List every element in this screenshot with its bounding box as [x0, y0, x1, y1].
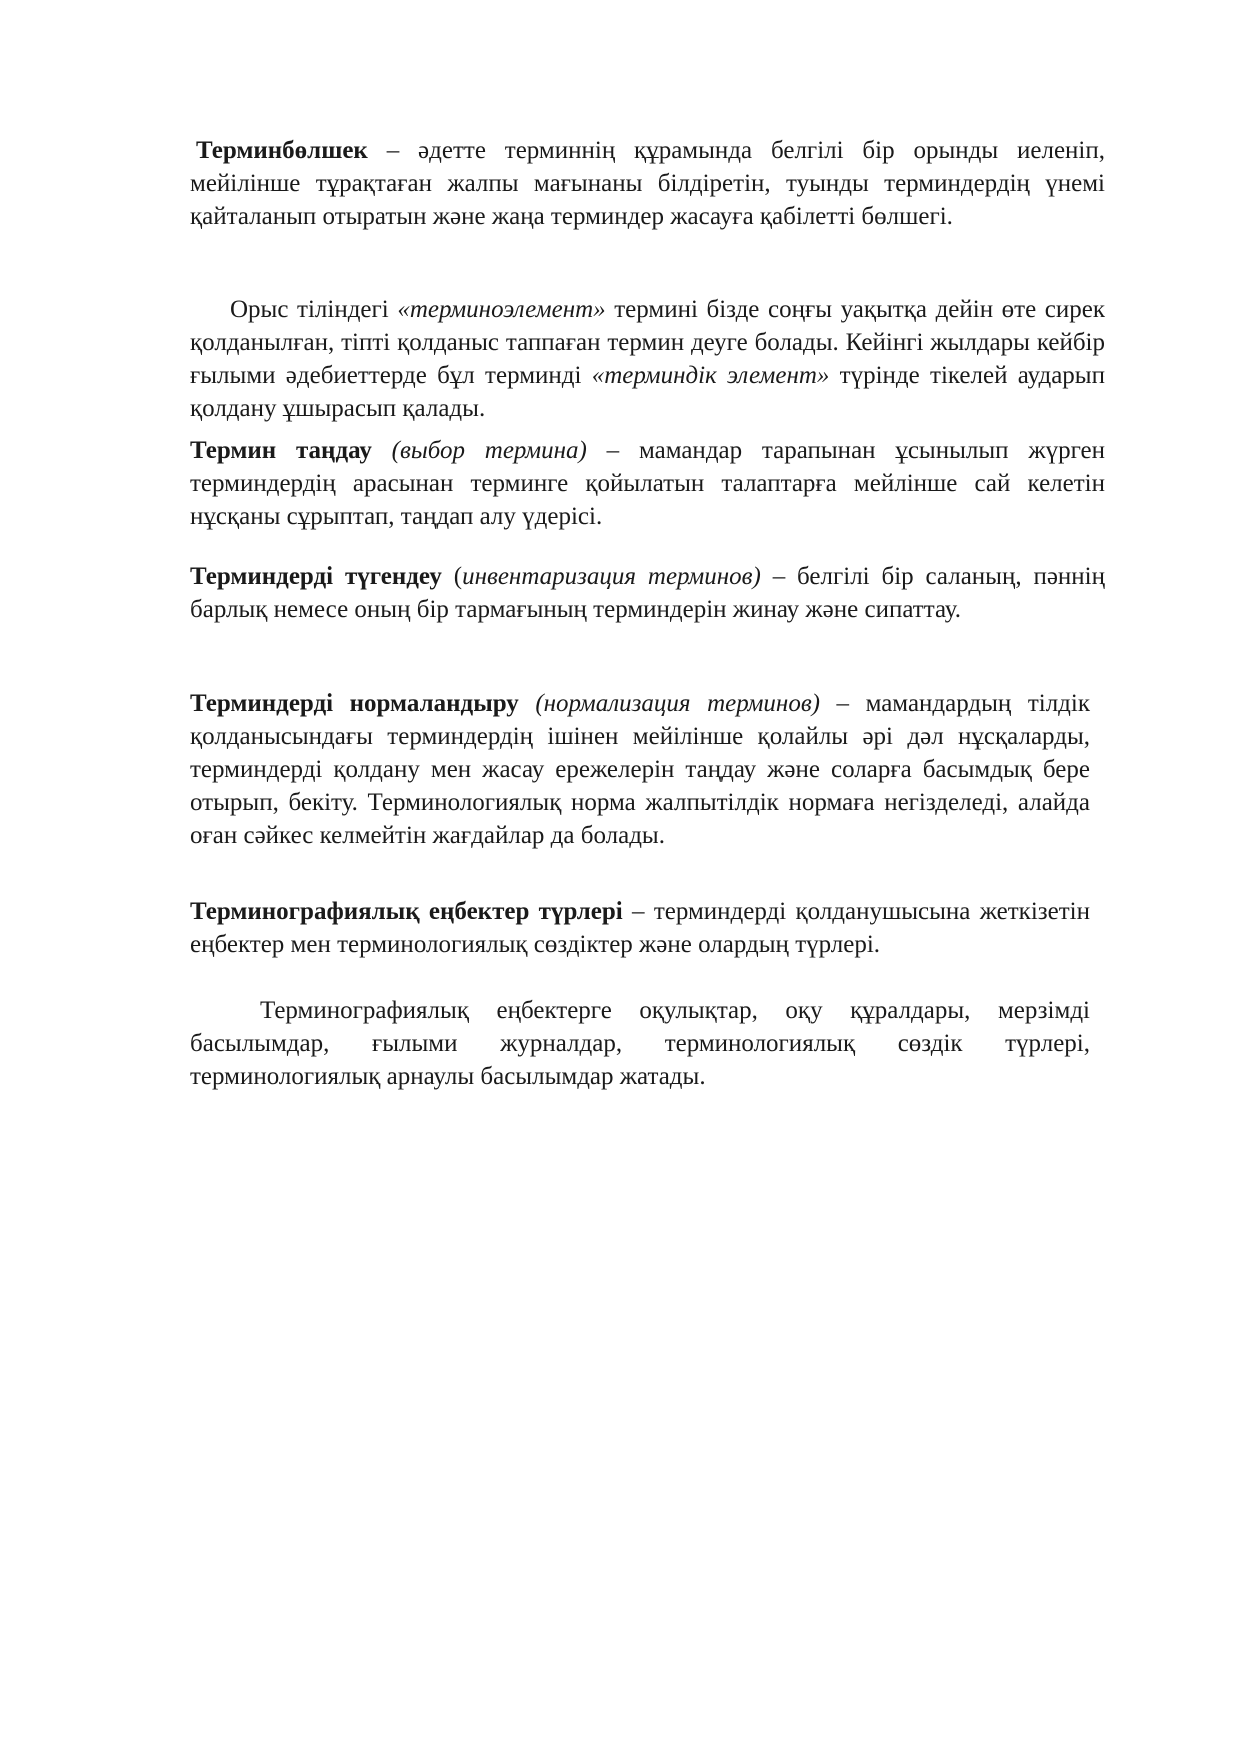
paragraph-terminografiyalyk-enbekter — [190, 994, 1090, 1093]
term-termin-tandau: Термин таңдау — [190, 437, 372, 464]
paragraph-text: термині бізде соңғы уақытқа дейін өте сирек қолданылған, тіпті қолданыс таппаған термин деуге болады. Кейінгі жылдары кейбір ғылыми әдебиеттерде бұл терминді — [190, 296, 1105, 389]
paragraph-text: Терминографиялық еңбектерге оқулықтар, оқу құралдары, мерзімді басылымдар, ғылыми журналдар, терминологиялық сөздік түрлері, терминологиялық арнаулы басылымдар жатады. — [190, 997, 1090, 1090]
term-terminderdi-tugendeu: Терминдерді түгендеу — [190, 563, 442, 590]
paragraph-terminografiyalyk-turleri — [190, 895, 1090, 961]
term-terminderdi-normalandyru: Терминдерді нормаландыру — [190, 690, 519, 717]
definition-text: – мамандардың тілдік қолданысындағы терминдердің ішінен мейілінше қолайлы әрі дәл нұсқаларды, терминдерді қолдану мен жасау ережелерін таңдау және соларға басымдық бере отырып, бекіту. Терминологиялық норма жалпытілдік нормаға негізделеді, алайда оған сәйкес келмейтін жағдайлар да болады. — [190, 690, 1090, 849]
paragraph-terminoelement — [190, 293, 1105, 425]
paragraph-terminbolshek — [190, 134, 1105, 233]
definition-text: – белгілі бір саланың, пәннің барлық немесе оның бір тармағының терминдерін жинау және сипаттау. — [190, 563, 1106, 623]
paragraph-terminderdi-normalandyru — [190, 687, 1090, 852]
definition-text: – әдетте терминнің құрамында белгілі бір орынды иеленіп, мейілінше тұрақтаған жалпы мағынаны білдіретін, туынды терминдердің үнемі қайталанып отыратын және жаңа терминдер жасауға қабілетті бөлшегі. — [190, 137, 1105, 230]
italic-term: (выбор термина) — [391, 437, 587, 464]
italic-term: (нормализация терминов) — [535, 690, 821, 717]
term-terminografiyalyk-turleri: Терминографиялық еңбектер түрлері — [190, 898, 623, 925]
paragraph-text: Орыс тіліндегі — [230, 296, 398, 323]
paragraph-termin-tandau — [190, 434, 1105, 533]
italic-term: «терминдік элемент» — [591, 362, 830, 389]
paragraph-text: түрінде тікелей аударып қолдану ұшырасып қалады. — [190, 362, 1105, 422]
definition-text: – терминдерді қолданушысына жеткізетін еңбектер мен терминологиялық сөздіктер және олардың түрлері. — [190, 898, 1090, 958]
paragraph-text: ( — [441, 563, 463, 590]
definition-text: – мамандар тарапынан ұсынылып жүрген терминдердің арасынан терминге қойылатын талаптарға мейлінше сай келетін нұсқаны сұрыптап, таңдап алу үдерісі. — [190, 437, 1106, 530]
paragraph-terminderdi-tugendeu — [190, 560, 1105, 626]
gap — [519, 690, 536, 717]
italic-term: «терминоэлемент» — [397, 296, 606, 323]
italic-term: инвентаризация терминов) — [462, 563, 761, 590]
gap — [372, 437, 392, 464]
term-terminbolshek: Терминбөлшек — [196, 137, 368, 164]
